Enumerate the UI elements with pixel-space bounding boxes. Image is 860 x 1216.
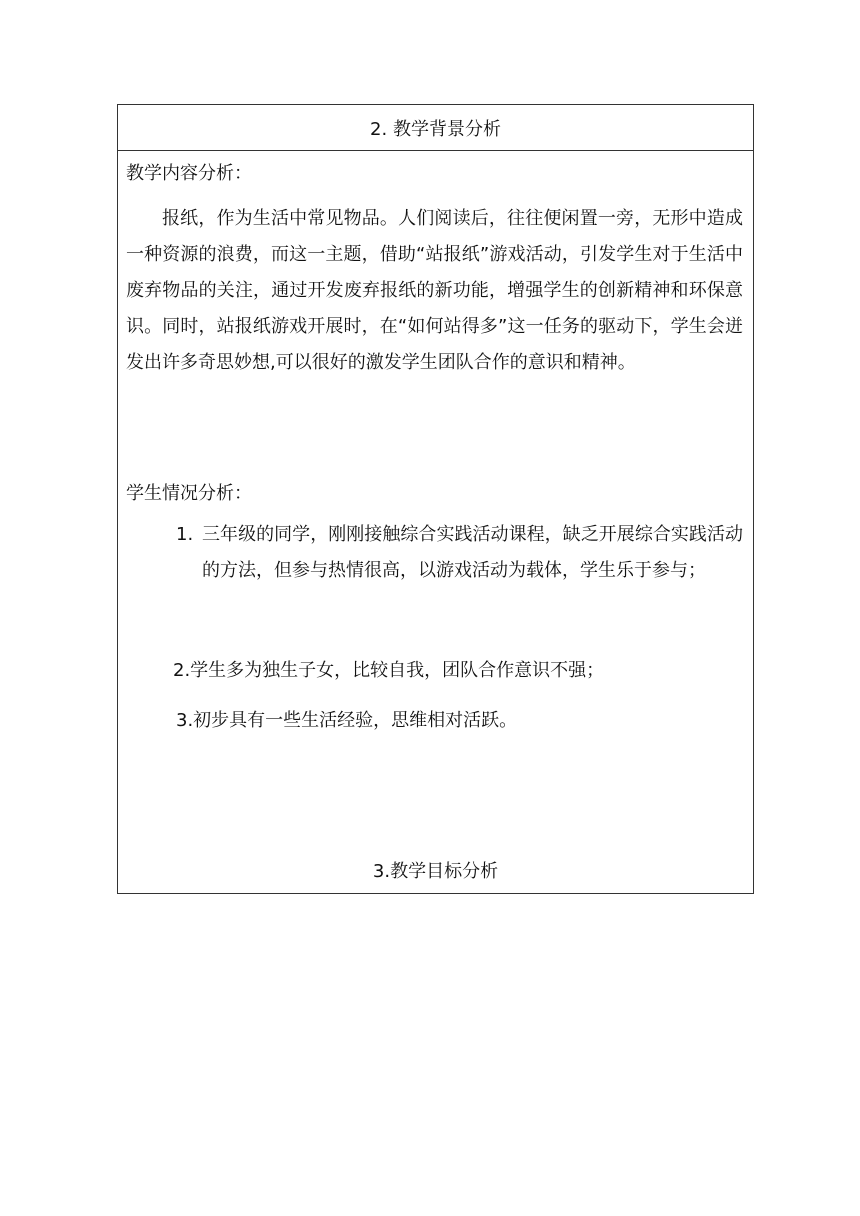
list-number: 1. <box>176 524 194 545</box>
section-title: 2. 教学背景分析 <box>370 118 501 140</box>
content-analysis-label: 教学内容分析： <box>126 163 252 184</box>
list-text: 三年级的同学，刚刚接触综合实践活动课程，缺乏开展综合实践活动的方法，但参与热情很高，以游戏活动为载体，学生乐于参与； <box>202 524 743 581</box>
student-item-1 <box>176 517 743 589</box>
section-header <box>118 105 753 151</box>
student-item-3: 3.初步具有一些生活经验，思维相对活跃。 <box>176 710 518 731</box>
lesson-plan-table <box>117 104 754 894</box>
student-analysis-label: 学生情况分析： <box>126 483 252 504</box>
student-item-2: 2.学生多为独生子女，比较自我，团队合作意识不强； <box>173 660 605 681</box>
content-analysis-paragraph: 报纸，作为生活中常见物品。人们阅读后，往往便闲置一旁，无形中造成一种资源的浪费，而这一主题，借助“站报纸”游戏活动，引发学生对于生活中废弃物品的关注，通过开发废弃报纸的新功能，增强学生的创新精神和环保意识。同时，站报纸游戏开展时，在“如何站得多”这一任务的驱动下，学生会迸发出许多奇思妙想,可以很好的激发学生团队合作的意识和精神。 <box>126 208 743 373</box>
next-section-heading: 3.教学目标分析 <box>372 861 499 882</box>
